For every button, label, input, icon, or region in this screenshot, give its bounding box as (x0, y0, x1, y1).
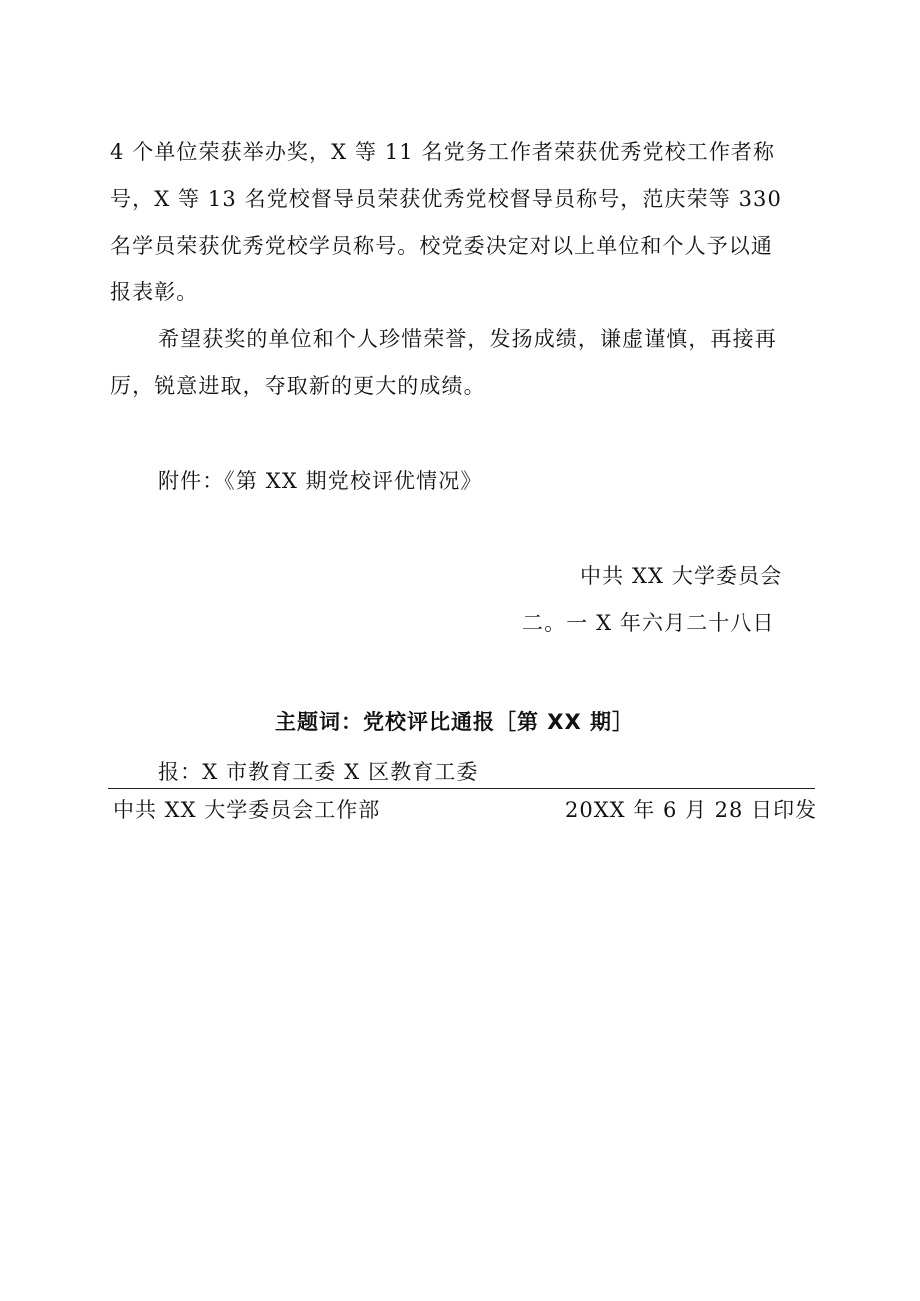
footer-divider (108, 788, 815, 789)
body-line-6: 厉，锐意进取，夺取新的更大的成绩。 (110, 374, 486, 398)
body-line-5: 希望获奖的单位和个人珍惜荣誉，发扬成绩，谦虚谨慎，再接再 (158, 327, 777, 351)
body-line-3: 名学员荣获优秀党校学员称号。校党委决定对以上单位和个人予以通 (110, 234, 773, 258)
signature-organization: 中共 XX 大学委员会 (580, 564, 783, 588)
body-line-4: 报表彰。 (110, 280, 199, 304)
report-to-line: 报：X 市教育工委 X 区教育工委 (158, 760, 479, 784)
keywords-heading: 主题词：党校评比通报［第 XX 期］ (275, 710, 635, 734)
footer-issuer: 中共 XX 大学委员会工作部 (113, 798, 381, 822)
footer-print-date: 20XX 年 6 月 28 日印发 (565, 798, 818, 822)
signature-date: 二。一 X 年六月二十八日 (522, 611, 775, 635)
attachment-line: 附件：《第 XX 期党校评优情况》 (158, 469, 483, 493)
body-line-1: 4 个单位荣获举办奖，X 等 11 名党务工作者荣获优秀党校工作者称 (110, 140, 776, 164)
body-line-2: 号，X 等 13 名党校督导员荣获优秀党校督导员称号，范庆荣等 330 (110, 187, 782, 211)
